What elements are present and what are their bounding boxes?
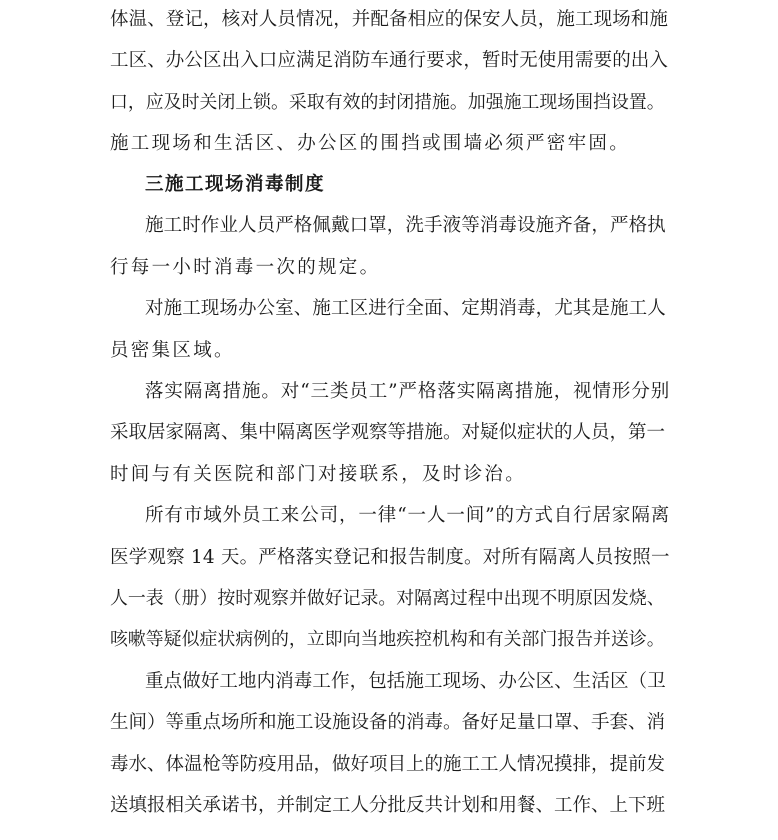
text-line: 医学观察 14 天。严格落实登记和报告制度。对所有隔离人员按照一 bbox=[110, 547, 670, 568]
text-line: 时间与有关医院和部门对接联系，及时诊治。 bbox=[110, 464, 527, 485]
text-line: 施工时作业人员严格佩戴口罩，洗手液等消毒设施齐备，严格执 bbox=[145, 215, 666, 236]
text-line: 生间）等重点场所和施工设施设备的消毒。备好足量口罩、手套、消 bbox=[110, 712, 666, 733]
text-line: 人一表（册）按时观察并做好记录。对隔离过程中出现不明原因发烧、 bbox=[110, 588, 665, 609]
text-line: 送填报相关承诺书，并制定工人分批反共计划和用餐、工作、上下班 bbox=[110, 795, 666, 816]
text-line: 口，应及时关闭上锁。采取有效的封闭措施。加强施工现场围挡设置。 bbox=[110, 92, 665, 113]
text-line: 对施工现场办公室、施工区进行全面、定期消毒，尤其是施工人 bbox=[145, 298, 666, 319]
text-line: 咳嗽等疑似症状病例的，立即向当地疾控机构和有关部门报告并送诊。 bbox=[110, 629, 665, 650]
text-line: 工区、办公区出入口应满足消防车通行要求，暂时无使用需要的出入 bbox=[110, 50, 669, 71]
text-line: 毒水、体温枪等防疫用品，做好项目上的施工工人情况摸排，提前发 bbox=[110, 754, 666, 775]
text-line: 员密集区域。 bbox=[110, 340, 235, 361]
text-line: 施工现场和生活区、办公区的围挡或围墙必须严密牢固。 bbox=[110, 133, 631, 154]
text-line: 重点做好工地内消毒工作，包括施工现场、办公区、生活区（卫 bbox=[145, 671, 666, 692]
section-heading: 三施工现场消毒制度 bbox=[145, 174, 326, 195]
text-line: 落实隔离措施。对“三类员工”严格落实隔离措施，视情形分别 bbox=[145, 381, 671, 402]
text-line: 所有市域外员工来公司，一律“一人一间”的方式自行居家隔离 bbox=[145, 505, 671, 526]
text-line: 采取居家隔离、集中隔离医学观察等措施。对疑似症状的人员，第一 bbox=[110, 422, 666, 443]
text-line: 行每一小时消毒一次的规定。 bbox=[110, 257, 381, 278]
text-line: 体温、登记，核对人员情况，并配备相应的保安人员，施工现场和施 bbox=[110, 9, 669, 30]
